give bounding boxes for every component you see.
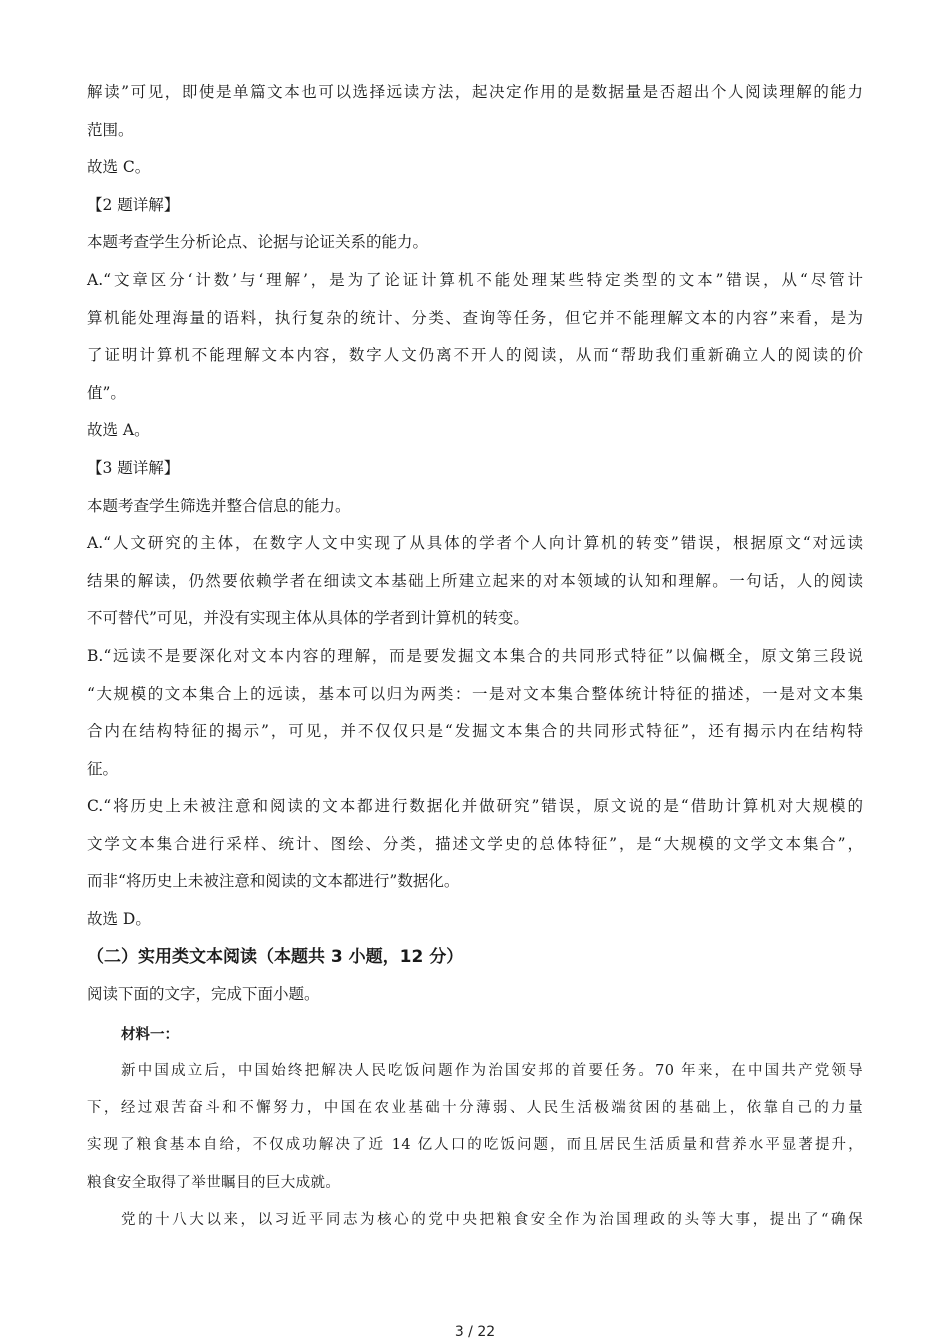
text-line: 文学文本集合进行采样、统计、图绘、分类，描述文学史的总体特征”，是“大规模的文学文本集合”， [87,834,863,853]
text-line: 而非“将历史上未被注意和阅读的文本都进行”数据化。 [87,872,460,891]
material-line: 实现了粮食基本自给，不仅成功解决了近 14 亿人口的吃饭问题，而且居民生活质量和营养水平显著提升， [87,1137,863,1154]
text-line: 结果的解读，仍然要依赖学者在细读文本基础上所建立起来的对本领域的认知和理解。一句话，人的阅读 [87,571,863,590]
answer-line: 故选 A。 [87,421,150,440]
material-line: 下，经过艰苦奋斗和不懈努力，中国在农业基础十分薄弱、人民生活极端贫困的基础上，依靠自己的力量 [87,1100,863,1117]
text-line: A.“文章区分‘计数’与‘理解’，是为了论证计算机不能处理某些特定类型的文本”错误，从“尽管计 [87,270,863,289]
text-line: 不可替代”可见，并没有实现主体从具体的学者到计算机的转变。 [87,609,529,628]
page-indicator: 3 / 22 [454,1324,496,1340]
question-2-heading: 【2 题详解】 [87,195,180,214]
text-line: C.“将历史上未被注意和阅读的文本都进行数据化并做研究”错误，原文说的是“借助计算机对大规模的 [87,797,863,816]
text-line: 征。 [87,759,119,778]
text-line: A.“人文研究的主体，在数字人文中实现了从具体的学者个人向计算机的转变”错误，根据原文“对远读 [87,534,863,553]
material-line: 党的十八大以来，以习近平同志为核心的党中央把粮食安全作为治国理政的头等大事，提出了“确保 [121,1211,863,1228]
material-line: 新中国成立后，中国始终把解决人民吃饭问题作为治国安邦的首要任务。70 年来，在中国共产党领导 [121,1063,863,1080]
text-line: B.“远读不是要深化对文本内容的理解，而是要发掘文本集合的共同形式特征”以偏概全，原文第三段说 [87,646,863,665]
text-line: 本题考查学生分析论点、论据与论证关系的能力。 [87,233,429,252]
material-title: 材料一： [121,1025,179,1043]
text-line: 范围。 [87,120,134,139]
instruction-line: 阅读下面的文字，完成下面小题。 [87,985,320,1004]
text-line: “大规模的文本集合上的远读，基本可以归为两类：一是对文本集合整体统计特征的描述，一是对文本集 [87,684,863,703]
text-line: 本题考查学生筛选并整合信息的能力。 [87,496,351,515]
material-line: 粮食安全取得了举世瞩目的巨大成就。 [87,1174,341,1191]
question-3-heading: 【3 题详解】 [87,458,180,477]
answer-line: 故选 D。 [87,910,151,929]
answer-line: 故选 C。 [87,158,151,177]
text-line: 解读”可见，即使是单篇文本也可以选择远读方法，起决定作用的是数据量是否超出个人阅读理解的能力 [87,83,863,101]
text-line: 算机能处理海量的语料，执行复杂的统计、分类、查询等任务，但它并不能理解文本的内容”来看，是为 [87,308,863,327]
text-line: 合内在结构特征的揭示”，可见，并不仅仅只是“发掘文本集合的共同形式特征”，还有揭示内在结构特 [87,722,863,741]
text-line: 了证明计算机不能理解文本内容，数字人文仍离不开人的阅读，从而“帮助我们重新确立人的阅读的价 [87,346,863,365]
section-heading: （二）实用类文本阅读（本题共 3 小题，12 分） [87,946,464,967]
document-page [87,74,863,1239]
text-line: 值”。 [87,383,126,402]
material-block [87,1016,863,1239]
